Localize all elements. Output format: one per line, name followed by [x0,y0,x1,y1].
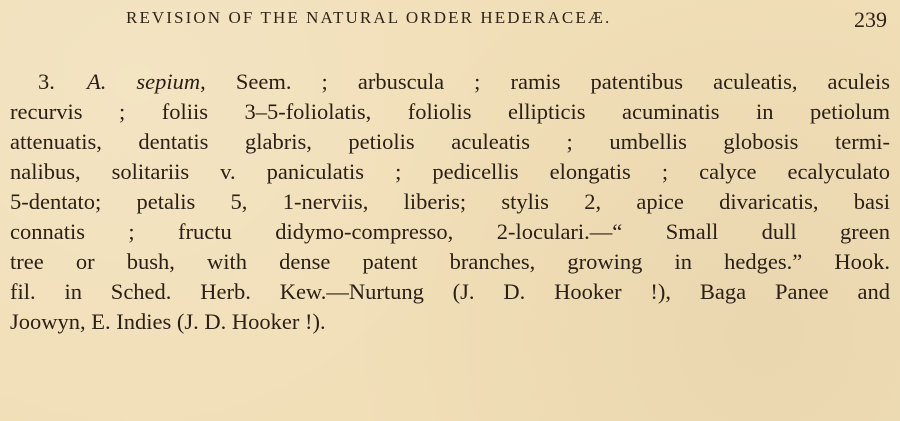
entry-line-8: fil. in Sched. Herb. Kew.—Nurtung (J. D. Hooker !), Baga Panee and [10,279,890,304]
species-entry [10,67,890,337]
species-epithet: sepium [136,69,201,94]
running-head: REVISION OF THE NATURAL ORDER HEDERACEÆ. [126,8,612,27]
entry-line-5: 5-dentato; petalis 5, 1-nerviis, liberis; stylis 2, apice divaricatis, basi [10,189,890,214]
genus-abbreviation: A. [86,69,107,94]
entry-line-3: attenuatis, dentatis glabris, petiolis aculeatis ; umbellis globosis termi- [10,129,890,154]
entry-line-1 [10,67,890,97]
entry-line-1-text: , Seem. ; arbuscula ; ramis patentibus aculeatis, aculeis [200,69,890,94]
entry-line-7: tree or bush, with dense patent branches, growing in hedges.” Hook. [10,249,890,274]
entry-line-9: Joowyn, E. Indies (J. D. Hooker !). [10,309,326,334]
entry-line-6: connatis ; fructu didymo-compresso, 2-loculari.—“ Small dull green [10,219,890,244]
entry-line-4: nalibus, solitariis v. paniculatis ; pedicellis elongatis ; calyce ecalyculato [10,159,890,184]
page-header [126,8,887,32]
entry-number: 3. [38,69,55,94]
entry-line-2: recurvis ; foliis 3–5-foliolatis, foliolis ellipticis acuminatis in petiolum [10,99,890,124]
page-number: 239 [854,7,887,32]
